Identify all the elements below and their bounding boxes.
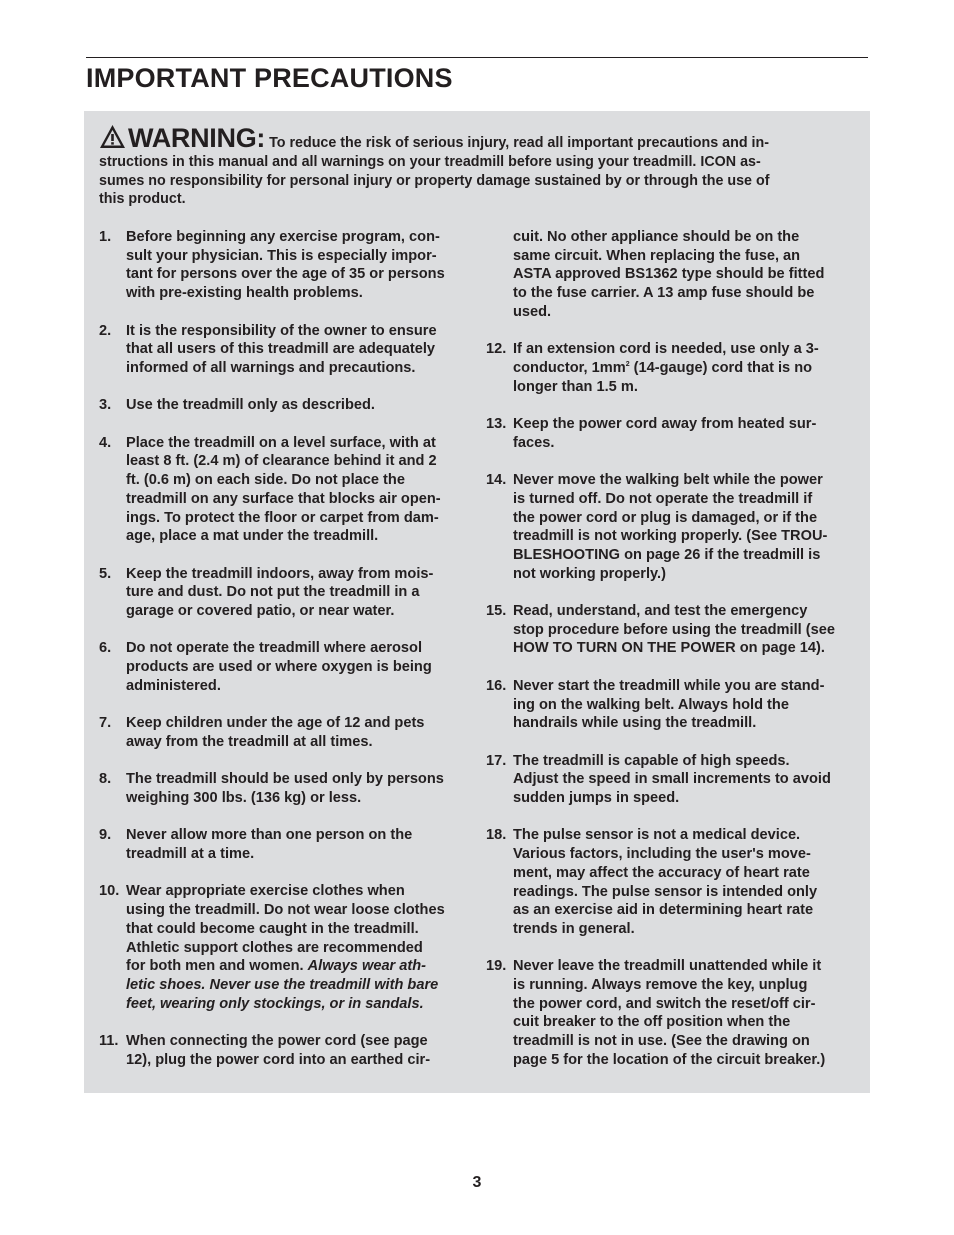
- precaution-item: [486, 826, 856, 938]
- precaution-text-line: Do not operate the treadmill where aerosol: [126, 640, 422, 657]
- precaution-text-line: the power cord, and switch the reset/off cir-: [513, 995, 816, 1012]
- page-title: IMPORTANT PRECAUTIONS: [86, 63, 453, 93]
- precaution-number: 11.: [99, 1033, 119, 1050]
- precaution-text-line: ture and dust. Do not put the treadmill in a: [126, 584, 420, 601]
- precaution-text-line: is running. Always remove the key, unplug: [513, 977, 808, 993]
- precaution-number: 13.: [486, 416, 507, 432]
- precaution-text-line: The treadmill should be used only by persons: [126, 771, 444, 788]
- precaution-text-line: products are used or where oxygen is being: [126, 659, 432, 676]
- precaution-text-line: Never leave the treadmill unattended while it: [513, 958, 822, 975]
- precaution-text-line: used.: [513, 303, 552, 320]
- precaution-text-line: It is the responsibility of the owner to ensure: [126, 322, 437, 339]
- page-number: 3: [472, 1174, 482, 1191]
- precaution-item: [486, 602, 856, 658]
- precaution-number: 7.: [99, 715, 112, 732]
- precaution-text-line: is turned off. Do not operate the treadmill if: [513, 490, 813, 507]
- precautions-right-column: [486, 228, 856, 1088]
- precaution-item: [99, 434, 469, 546]
- precaution-text-segment: conductor, 1mm: [513, 359, 626, 376]
- precaution-number: 8.: [99, 771, 112, 788]
- precaution-number: 15.: [486, 603, 507, 619]
- precaution-text-line: page 5 for the location of the circuit breaker.): [513, 1051, 826, 1068]
- precaution-text-line: Keep children under the age of 12 and pets: [126, 715, 425, 732]
- precaution-text-line: readings. The pulse sensor is intended only: [513, 883, 818, 900]
- precaution-number: 2.: [99, 322, 112, 339]
- precaution-text-line: letic shoes. Never use the treadmill with bare: [126, 976, 439, 993]
- warning-triangle-icon: [99, 124, 126, 149]
- superscript: 2: [625, 360, 630, 368]
- precaution-text-line: Use the treadmill only as described.: [126, 397, 375, 414]
- precaution-number: 14.: [486, 472, 507, 489]
- precaution-text-segment: for both men and women.: [126, 958, 308, 975]
- precaution-text-line: cuit breaker to the off position when the: [513, 1014, 791, 1031]
- precaution-text-line: HOW TO TURN ON THE POWER on page 14).: [513, 640, 825, 657]
- precaution-number: 17.: [486, 752, 507, 769]
- precaution-item: [99, 882, 469, 1013]
- top-rule: [86, 57, 868, 58]
- warning-block: [99, 124, 834, 209]
- precaution-text-line: faces.: [513, 434, 555, 451]
- precaution-text-line: tant for persons over the age of 35 or persons: [126, 266, 445, 283]
- precaution-text-line: sult your physician. This is especially impor-: [126, 247, 437, 264]
- precaution-item: [99, 639, 469, 695]
- warning-label: WARNING:: [128, 123, 266, 153]
- precaution-text-line: ment, may affect the accuracy of heart rate: [513, 864, 810, 881]
- precaution-text-line: Never start the treadmill while you are stand-: [513, 677, 825, 694]
- precaution-text-line: treadmill at a time.: [126, 846, 255, 863]
- precaution-text-line: that all users of this treadmill are adequately: [126, 341, 435, 358]
- precaution-item: [486, 752, 856, 808]
- precaution-text-line: Never allow more than one person on the: [126, 827, 413, 844]
- precaution-text-line: with pre-existing health problems.: [126, 285, 363, 302]
- precaution-item: [486, 677, 856, 733]
- precaution-item: [99, 714, 469, 751]
- precaution-text-line: administered.: [126, 677, 221, 694]
- warning-text-line: structions in this manual and all warnings on your treadmill before using your treadmill. ICON as-: [99, 153, 761, 170]
- precaution-number: 6.: [99, 640, 112, 657]
- precaution-number: 19.: [486, 958, 507, 975]
- precaution-item: [486, 340, 856, 396]
- precaution-text-line: that could become caught in the treadmill.: [126, 920, 419, 937]
- precaution-text-line: ing on the walking belt. Always hold the: [513, 696, 789, 713]
- precaution-number: 1.: [99, 229, 112, 245]
- precaution-text-line: cuit. No other appliance should be on the: [513, 229, 800, 245]
- precaution-text-line: Wear appropriate exercise clothes when: [126, 883, 405, 900]
- precaution-item: [486, 957, 856, 1069]
- precaution-text-line: treadmill on any surface that blocks air open-: [126, 490, 441, 507]
- precaution-number: 5.: [99, 565, 112, 582]
- precaution-text-line: treadmill is not in use. (See the drawing on: [513, 1033, 810, 1050]
- precaution-text-line: away from the treadmill at all times.: [126, 733, 373, 750]
- precaution-number: 3.: [99, 397, 112, 414]
- precaution-text-line: Keep the treadmill indoors, away from mois-: [126, 565, 434, 582]
- precaution-item-continuation: [486, 228, 856, 322]
- precaution-text-line: Various factors, including the user's move-: [513, 846, 811, 863]
- precaution-text-line: using the treadmill. Do not wear loose clothes: [126, 902, 445, 919]
- precaution-item: [99, 322, 469, 378]
- precaution-italic-segment: Always wear ath-: [307, 958, 427, 975]
- precaution-number: 10.: [99, 883, 120, 900]
- precaution-text-line: ASTA approved BS1362 type should be fitted: [513, 266, 825, 283]
- precaution-text-line: Adjust the speed in small increments to avoid: [513, 771, 831, 788]
- precaution-text-line: Place the treadmill on a level surface, with at: [126, 434, 436, 451]
- precaution-number: 18.: [486, 827, 507, 844]
- precaution-text-line: 12), plug the power cord into an earthed cir-: [126, 1051, 431, 1068]
- precaution-text-line: longer than 1.5 m.: [513, 378, 638, 395]
- precaution-text-line: informed of all warnings and precautions.: [126, 359, 416, 376]
- precaution-text-line: The pulse sensor is not a medical device.: [513, 827, 801, 844]
- precaution-text-line: The treadmill is capable of high speeds.: [513, 752, 790, 769]
- precaution-text-line: [513, 359, 856, 378]
- precaution-number: 12.: [486, 341, 507, 358]
- precaution-text-line: ft. (0.6 m) on each side. Do not place the: [126, 472, 405, 489]
- precaution-text-line: not working properly.): [513, 565, 666, 582]
- precaution-text-line: handrails while using the treadmill.: [513, 715, 757, 732]
- precaution-item: [99, 1032, 469, 1069]
- precaution-text-line: Keep the power cord away from heated sur-: [513, 416, 817, 432]
- precaution-text-line: Never move the walking belt while the power: [513, 472, 823, 489]
- precaution-number: 16.: [486, 677, 507, 694]
- warning-text-line: this product.: [99, 191, 186, 208]
- precaution-text-line: garage or covered patio, or near water.: [126, 603, 395, 619]
- precaution-text-line: BLESHOOTING on page 26 if the treadmill is: [513, 546, 821, 563]
- precaution-text-line: Athletic support clothes are recommended: [126, 939, 423, 956]
- precaution-text-line: to the fuse carrier. A 13 amp fuse should be: [513, 285, 815, 302]
- precaution-item: [486, 471, 856, 583]
- precaution-text-line: If an extension cord is needed, use only a 3-: [513, 341, 819, 358]
- precautions-panel: [84, 111, 870, 1093]
- precaution-text-line: stop procedure before using the treadmill (see: [513, 621, 835, 638]
- precaution-text-line: [126, 957, 469, 976]
- precaution-item: [99, 228, 469, 303]
- precaution-text-line: the power cord or plug is damaged, or if the: [513, 509, 818, 526]
- precaution-text-line: age, place a mat under the treadmill.: [126, 528, 379, 545]
- precaution-text-line: same circuit. When replacing the fuse, an: [513, 247, 801, 264]
- precaution-item: [486, 415, 856, 452]
- precaution-item: [99, 770, 469, 807]
- precaution-text-line: Before beginning any exercise program, con-: [126, 229, 440, 245]
- precaution-text-line: treadmill is not working properly. (See TROU-: [513, 528, 828, 545]
- precaution-text-segment: (14-gauge) cord that is no: [629, 359, 813, 376]
- precaution-text-line: weighing 300 lbs. (136 kg) or less.: [126, 789, 362, 806]
- precaution-item: [99, 826, 469, 863]
- precaution-text-line: When connecting the power cord (see page: [126, 1033, 428, 1050]
- warning-text-line: sumes no responsibility for personal injury or property damage sustained by or through the use of: [99, 172, 770, 189]
- precaution-item: [99, 565, 469, 621]
- precaution-text-line: trends in general.: [513, 920, 635, 937]
- precaution-text-line: Read, understand, and test the emergency: [513, 603, 808, 619]
- precaution-text-line: sudden jumps in speed.: [513, 790, 680, 806]
- precaution-number: 4.: [99, 434, 112, 451]
- precaution-item: [99, 396, 469, 415]
- warning-text-line: To reduce the risk of serious injury, read all important precautions and in-: [265, 135, 770, 151]
- precaution-text-line: least 8 ft. (2.4 m) of clearance behind it and 2: [126, 453, 437, 470]
- precaution-text-line: ings. To protect the floor or carpet from dam-: [126, 509, 439, 526]
- precaution-text-line: as an exercise aid in determining heart rate: [513, 902, 814, 919]
- precaution-number: 9.: [99, 827, 112, 844]
- precautions-left-column: [99, 228, 469, 1088]
- precaution-text-line: feet, wearing only stockings, or in sandals.: [126, 995, 424, 1012]
